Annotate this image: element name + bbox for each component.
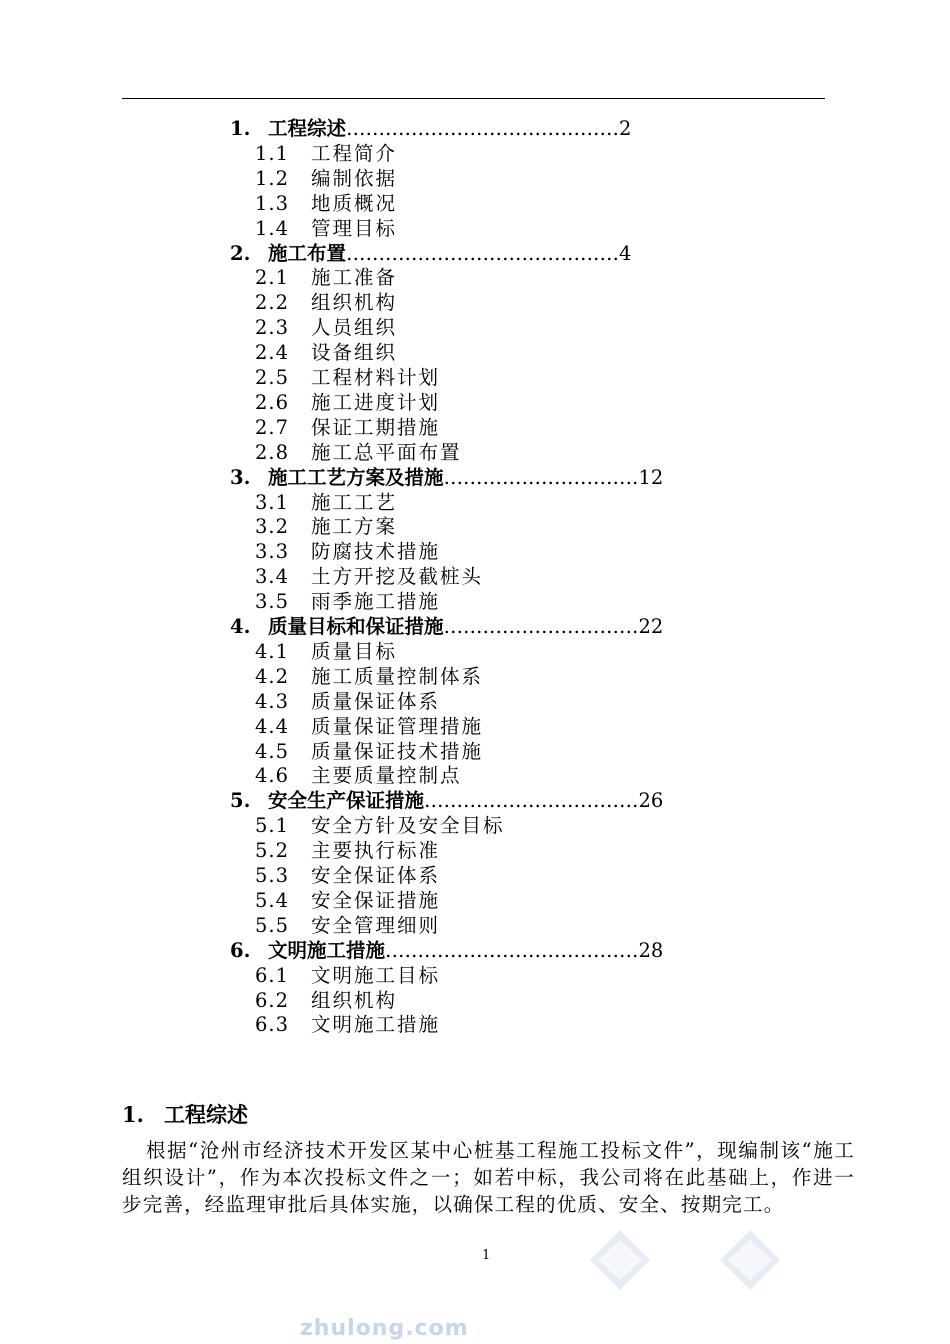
- toc-item-title: 工程材料计划: [311, 366, 441, 389]
- toc-item-number: 5.1: [255, 814, 290, 838]
- toc-section-5[interactable]: [230, 788, 663, 813]
- toc-item-title: 主要质量控制点: [311, 764, 462, 788]
- toc-item-title: 土方开挖及截桩头: [311, 565, 484, 589]
- toc-item-number: 6.1: [255, 963, 290, 987]
- toc-item[interactable]: [255, 390, 440, 415]
- toc-item-title: 管理目标: [311, 216, 398, 240]
- toc-item-number: 2.4: [255, 341, 290, 365]
- toc-section-title: 施工工艺方案及措施: [268, 465, 444, 489]
- toc-item[interactable]: [255, 863, 440, 888]
- toc-section-dots: …………………………………: [385, 938, 639, 962]
- toc-section-page: 22: [638, 615, 664, 638]
- toc-section-num: 2.: [230, 241, 251, 265]
- toc-item[interactable]: [255, 539, 440, 564]
- toc-item-number: 6.2: [255, 988, 290, 1012]
- body-paragraph: 根据“沧州市经济技术开发区某中心桩基工程施工投标文件”，现编制该“施工组织设计”，作为本次投标文件之一；如若中标，我公司将在此基础上，作进一步完善，经监理审批后具体实施，以确保工程的优质、安全、按期完工。: [122, 1139, 855, 1216]
- toc-item[interactable]: [255, 714, 483, 739]
- toc-item-number: 2.5: [255, 366, 290, 389]
- toc-item-number: 4.3: [255, 689, 290, 713]
- toc-item-title: 施工工艺: [311, 490, 398, 514]
- toc-item[interactable]: [255, 440, 462, 465]
- toc-item-title: 安全保证体系: [311, 864, 441, 887]
- toc-section-num: 1.: [230, 117, 251, 140]
- toc-item-number: 4.1: [255, 639, 290, 663]
- toc-item[interactable]: [255, 689, 440, 714]
- toc-item-number: 5.4: [255, 888, 290, 912]
- toc-item-title: 主要执行标准: [311, 839, 441, 863]
- toc-item[interactable]: [255, 216, 397, 241]
- toc-item[interactable]: [255, 141, 397, 166]
- toc-item-number: 2.3: [255, 316, 290, 340]
- toc-item[interactable]: [255, 589, 440, 614]
- toc-section-6[interactable]: [230, 938, 663, 963]
- toc-item-title: 地质概况: [311, 191, 398, 215]
- toc-item-title: 组织机构: [311, 988, 398, 1012]
- toc-item-title: 工程简介: [311, 141, 398, 165]
- toc-item[interactable]: [255, 639, 397, 664]
- section-heading: [122, 1099, 248, 1129]
- toc-section-1[interactable]: [230, 116, 631, 141]
- toc-item[interactable]: [255, 913, 440, 938]
- header-rule: [122, 98, 825, 99]
- toc-section-dots: …………………………: [443, 615, 639, 638]
- toc-item-title: 质量保证体系: [311, 689, 441, 713]
- toc-item-number: 1.1: [255, 141, 290, 165]
- toc-item[interactable]: [255, 963, 440, 988]
- toc-item-number: 2.1: [255, 266, 290, 290]
- toc-section-dots: ……………………………………: [346, 117, 620, 140]
- toc-item[interactable]: [255, 166, 397, 191]
- toc-item-number: 3.1: [255, 490, 290, 514]
- toc-item-title: 施工质量控制体系: [311, 664, 484, 688]
- toc-item-number: 2.8: [255, 440, 290, 464]
- toc-section-dots: ……………………………: [424, 789, 639, 813]
- toc-item-number: 1.2: [255, 166, 290, 190]
- toc-section-title: 安全生产保证措施: [268, 789, 425, 813]
- toc-item-title: 设备组织: [311, 341, 398, 365]
- toc-item[interactable]: [255, 739, 483, 764]
- toc-item[interactable]: [255, 265, 397, 290]
- toc-item-title: 保证工期措施: [311, 415, 441, 439]
- toc-item-number: 3.4: [255, 565, 290, 589]
- toc-item-title: 施工总平面布置: [311, 440, 462, 464]
- toc-item-title: 质量保证技术措施: [311, 739, 484, 763]
- toc-item-number: 3.3: [255, 540, 290, 564]
- toc-item-number: 5.3: [255, 864, 290, 887]
- toc-item[interactable]: [255, 365, 440, 390]
- toc-item-title: 施工准备: [311, 266, 398, 290]
- toc-section-num: 5.: [230, 789, 251, 813]
- toc-item-title: 文明施工目标: [311, 963, 441, 987]
- toc-section-num: 3.: [230, 465, 251, 489]
- toc-item[interactable]: [255, 988, 397, 1013]
- toc-section-page: 2: [619, 117, 632, 140]
- toc-section-title: 文明施工措施: [268, 938, 386, 962]
- toc-item-number: 6.3: [255, 1013, 290, 1037]
- toc-item-title: 人员组织: [311, 316, 398, 340]
- toc-item-number: 5.2: [255, 839, 290, 863]
- toc-item[interactable]: [255, 763, 462, 788]
- toc-item-number: 4.4: [255, 714, 290, 738]
- toc-item-number: 2.6: [255, 390, 290, 414]
- toc-item-title: 施工进度计划: [311, 390, 441, 414]
- toc-item[interactable]: [255, 1012, 440, 1037]
- toc-section-page: 4: [619, 241, 632, 265]
- toc-item-number: 2.7: [255, 415, 290, 439]
- toc-item[interactable]: [255, 290, 397, 315]
- toc-item-title: 文明施工措施: [311, 1013, 441, 1037]
- toc-section-dots: ……………………………………: [346, 241, 620, 265]
- toc-item-title: 安全管理细则: [311, 913, 441, 937]
- toc-section-3[interactable]: [230, 465, 663, 490]
- section-number: 1.: [122, 1102, 144, 1127]
- toc-item-number: 1.4: [255, 216, 290, 240]
- toc-section-num: 6.: [230, 938, 251, 962]
- toc-section-num: 4.: [230, 615, 251, 638]
- watermark-text: zhulong.com: [300, 1316, 469, 1341]
- toc-item-title: 防腐技术措施: [311, 540, 441, 564]
- toc-section-page: 12: [638, 465, 664, 489]
- toc-item-title: 雨季施工措施: [311, 590, 441, 614]
- section-title: 工程综述: [164, 1102, 248, 1127]
- toc-section-dots: …………………………: [443, 465, 639, 489]
- toc-item[interactable]: [255, 415, 440, 440]
- toc-item-number: 3.5: [255, 590, 290, 614]
- toc-item-number: 4.2: [255, 664, 290, 688]
- toc-section-page: 28: [638, 938, 664, 962]
- toc-section-title: 质量目标和保证措施: [268, 615, 444, 638]
- toc-item[interactable]: [255, 664, 483, 689]
- toc-section-page: 26: [638, 789, 664, 813]
- toc-item-title: 质量保证管理措施: [311, 714, 484, 738]
- toc-item-title: 安全方针及安全目标: [311, 814, 505, 838]
- page-number: 1: [482, 1248, 491, 1263]
- toc-item[interactable]: [255, 838, 440, 863]
- toc-item-number: 3.2: [255, 515, 290, 539]
- toc-item[interactable]: [255, 315, 397, 340]
- toc-item[interactable]: [255, 340, 397, 365]
- toc-item-title: 编制依据: [311, 166, 398, 190]
- toc-item-number: 2.2: [255, 291, 290, 315]
- toc-item-number: 4.5: [255, 739, 290, 763]
- toc-item-title: 组织机构: [311, 291, 398, 315]
- toc-item-number: 4.6: [255, 764, 290, 788]
- toc-section-title: 工程综述: [268, 117, 347, 140]
- toc-item[interactable]: [255, 490, 397, 515]
- toc-item-title: 安全保证措施: [311, 888, 441, 912]
- toc-item-number: 5.5: [255, 913, 290, 937]
- toc-section-4[interactable]: [230, 614, 663, 639]
- toc-item[interactable]: [255, 191, 397, 216]
- toc-item[interactable]: [255, 564, 483, 589]
- toc-section-title: 施工布置: [268, 241, 347, 265]
- toc-item-title: 施工方案: [311, 515, 398, 539]
- toc-item[interactable]: [255, 514, 397, 539]
- toc-item-number: 1.3: [255, 191, 290, 215]
- toc-section-2[interactable]: [230, 241, 631, 266]
- toc-item[interactable]: [255, 888, 440, 913]
- toc-item[interactable]: [255, 813, 505, 838]
- toc-item-title: 质量目标: [311, 639, 398, 663]
